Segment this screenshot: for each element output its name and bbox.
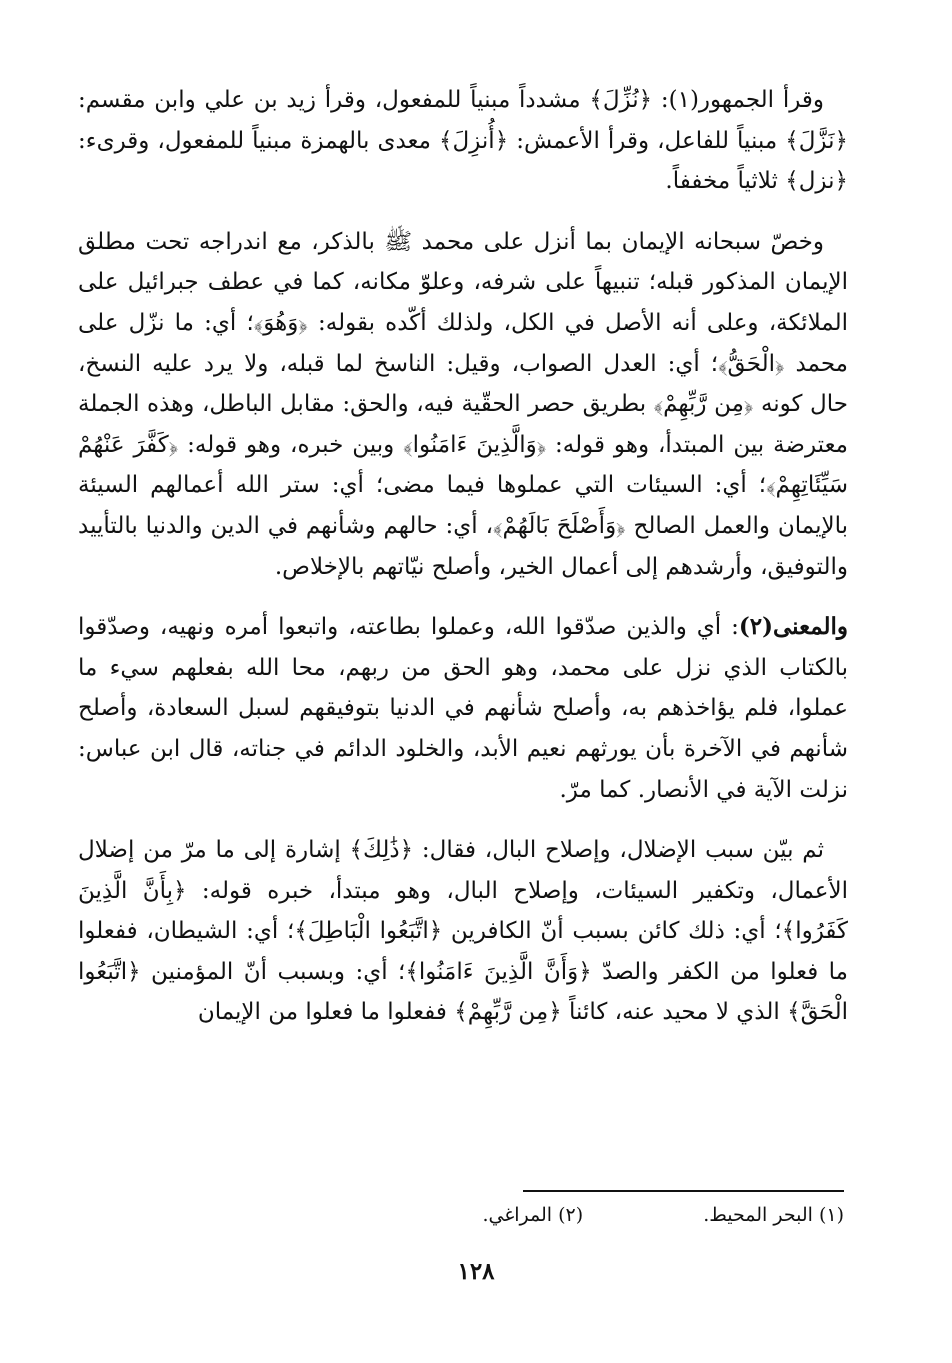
paragraph-3-text: : أي والذين صدّقوا الله، وعملوا بطاعته، واتبعوا أمره ونهيه، وصدّقوا بالكتاب الذي نزل على محمد، وهو الحق من ربهم، محا الله بفعلهم سيء ما عملوا، فلم يؤاخذهم به، وأصلح شأنهم في الدنيا بتوفيقهم لسبل السعادة، وأصلح شأنهم في الآخرة بأن يورثهم نعيم الأبد، والخلود الدائم في جناته، قال ابن عباس: نزلت الآية في الأنصار. كما مرّ. <box>78 614 848 803</box>
paragraph-4 <box>78 830 848 1033</box>
paragraph-3-lead: والمعنى(٢) <box>738 613 848 641</box>
main-text <box>78 80 848 1033</box>
footnote-1: (١) البحر المحيط. <box>703 1204 844 1226</box>
paragraph-3 <box>78 607 848 810</box>
paragraph-2 <box>78 222 848 587</box>
paragraph-1-text: وقرأ الجمهور(١): ﴿نُزِّلَ﴾ مشدداً مبنياً للمفعول، وقرأ زيد بن علي وابن مقسم: ﴿نَزَّلَ﴾ مبنياً للفاعل، وقرأ الأعمش: ﴿أُنزِلَ﴾ معدى بالهمزة مبنياً للمفعول، وقرىء: ﴿نزل﴾ ثلاثياً مخففاً. <box>78 87 848 195</box>
page-number: ١٢٨ <box>457 1258 495 1285</box>
paragraph-2-text: وخصّ سبحانه الإيمان بما أنزل على محمد ﷺ بالذكر، مع اندراجه تحت مطلق الإيمان المذكور قبله؛ تنبيهاً على شرفه، وعلوّ مكانه، كما في عطف جبرائيل على الملائكة، وعلى أنه الأصل في الكل، ولذلك أكّده بقوله: ﴿وَهُوَ﴾؛ أي: ما نزّل على محمد ﴿الْحَقُّ﴾؛ أي: العدل الصواب، وقيل: الناسخ لما قبله، ولا يرد عليه النسخ، حال كونه ﴿مِن رَّبِّهِمْ﴾ بطريق حصر الحقّية فيه، والحق: مقابل الباطل، وهذه الجملة معترضة بين المبتدأ، وهو قوله: ﴿وَالَّذِينَ ءَامَنُوا﴾ وبين خبره، وهو قوله: ﴿كَفَّرَ عَنْهُمْ سَيِّئَاتِهِمْ﴾؛ أي: السيئات التي عملوها فيما مضى؛ أي: ستر الله أعمالهم السيئة بالإيمان والعمل الصالح ﴿وَأَصْلَحَ بَالَهُمْ﴾، أي: حالهم وشأنهم في الدين والدنيا بالتأييد والتوفيق، وأرشدهم إلى أعمال الخير، وأصلح نيّاتهم بالإخلاص. <box>78 228 848 580</box>
paragraph-1 <box>78 80 848 202</box>
paragraph-4-text: ثم بيّن سبب الإضلال، وإصلاح البال، فقال: ﴿ذَٰلِكَ﴾ إشارة إلى ما مرّ من إضلال الأعمال، وتكفير السيئات، وإصلاح البال، وهو مبتدأ، خبره قوله: ﴿بِأَنَّ الَّذِينَ كَفَرُوا﴾؛ أي: ذلك كائن بسبب أنّ الكافرين ﴿اتَّبَعُوا الْبَاطِلَ﴾؛ أي: الشيطان، ففعلوا ما فعلوا من الكفر والصدّ ﴿وَأَنَّ الَّذِينَ ءَامَنُوا﴾؛ أي: وبسبب أنّ المؤمنين ﴿اتَّبَعُوا الْحَقَّ﴾ الذي لا محيد عنه، كائناً ﴿مِن رَّبِّهِمْ﴾ ففعلوا ما فعلوا من الإيمان <box>78 837 848 1026</box>
footnotes <box>482 1204 844 1226</box>
footnote-separator <box>523 1190 844 1192</box>
footnote-2: (٢) المراغي. <box>482 1204 584 1226</box>
